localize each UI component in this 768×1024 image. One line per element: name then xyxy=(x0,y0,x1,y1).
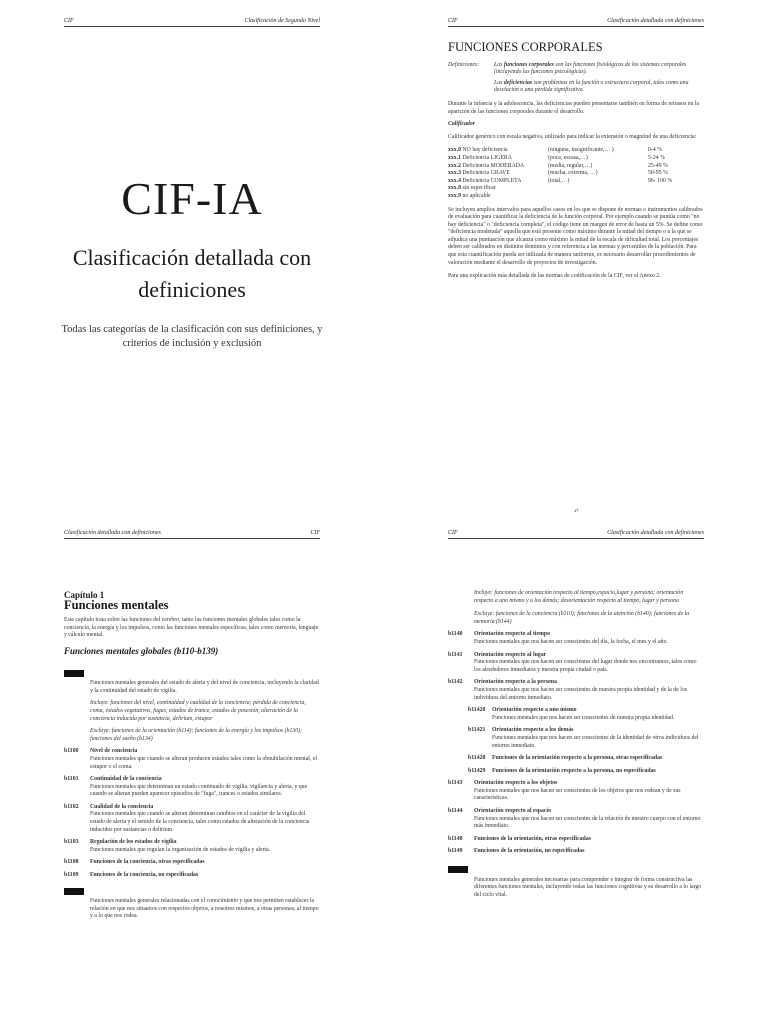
definitions xyxy=(448,62,704,95)
running-header xyxy=(448,18,704,27)
page-funciones-mentales xyxy=(0,512,384,1024)
entry-title: Orientación respecto a los objetos xyxy=(474,780,558,787)
qualifier-row xyxy=(448,155,704,163)
qualifier-desc: (media, regular,…) xyxy=(548,162,593,169)
code-entry xyxy=(448,679,704,702)
qualifier-label: Deficiencia COMPLETA xyxy=(461,177,522,184)
definition-1: Las funciones corporales son las funciones fisiológicas de los sistemas corporales (incluyendo las funciones psicológicas). xyxy=(494,61,687,76)
code-bar xyxy=(448,866,468,873)
section-heading: Funciones mentales globales (b110-b139) xyxy=(64,645,219,656)
qualifier-code: xxx.0 xyxy=(448,147,462,154)
entry-code: b11420 xyxy=(468,707,486,714)
chapter-intro: Este capítulo trata sobre las funciones del cerebro, tanto las funciones mentales globales tales como la conciencia, la energía y los impulsos, como las funciones mentales específicas, tales como memoria, lenguaje y cálculo mental. xyxy=(64,617,319,639)
entry-title: Orientación respecto al tiempo xyxy=(474,631,551,638)
qualifier-row xyxy=(448,163,704,171)
entry-text: Funciones mentales que determinan un estado continuado de vigilia, vigilancia y alerta, y que cuando se alteran pueden aparecer episodios de "fuga", trances o estados similares. xyxy=(90,783,308,798)
qualifier-label: sin especificar xyxy=(461,185,496,192)
running-header xyxy=(64,530,320,539)
entry-code: b1141 xyxy=(448,651,463,658)
entry-text: Funciones mentales que nos hacen ser conscientes de los objetos que nos rodean y de sus características. xyxy=(474,787,681,802)
header-left: CIF xyxy=(448,18,458,24)
qualifier-code: xxx.9 xyxy=(448,192,462,199)
header-right: CIF xyxy=(310,530,320,536)
qualifier-range: 96- 100 % xyxy=(648,177,673,184)
code-entry xyxy=(64,872,320,880)
definition: Funciones mentales generales necesarias para comprender e integrar de forma constructiva las diferentes funciones mentales, incluyendo todas las funciones cognitivas y su desarrollo a lo largo del ciclo vital. xyxy=(474,876,702,898)
entry-list xyxy=(64,748,320,879)
qualifier-code: xxx.2 xyxy=(448,162,462,169)
entry-text: Funciones mentales que nos hacen ser conscientes del lugar donde nos encontramos, tales como los alrededores inmediatos y nuestra propia ciudad o país. xyxy=(474,659,697,673)
header-right: Clasificación detallada con definiciones xyxy=(607,530,704,536)
entry-code: b1101 xyxy=(64,776,79,783)
chapter-title: Funciones mentales xyxy=(64,597,169,612)
entry-title: Cualidad de la conciencia xyxy=(90,803,154,810)
paragraph: Se incluyen amplios intervalos para aquellos casos en los que se dispone de normas o instrumentos calibrados de evaluación para cuantificar la deficiencia de la función corporal. Por ejemplo cuando se puntúa como "no hay deficiencia" o "deficiencia completa", el código tiene un margen de error de hasta un 5%. Se define como "deficiencia moderada" aquella que está presente como máximo durante la mitad del tiempo o a la que se adjudica una puntuación que alcanza como máximo la mitad de la escala de dificultad total. Los porcentajes deben ser calibrados en distintos dominios y con referencia a las normas y percentiles de la población. Para que esta cuantificación pueda ser utilizada de manera uniforme, es necesario desarrollar procedimientos de valoración mediante el desarrollo de proyectos de investigación. xyxy=(448,206,703,266)
definition-2: Las deficiencias son problemas en la función o estructura corporal, tales como una desviación o una pérdida significativa. xyxy=(494,79,689,94)
entry-code: b1144 xyxy=(448,808,463,815)
entry-title: Orientación respecto al lugar xyxy=(474,651,547,658)
page-body xyxy=(448,590,704,899)
code-entry xyxy=(448,652,704,675)
chapter-label: Capítulo 1 xyxy=(64,590,105,600)
code-entry xyxy=(64,859,320,867)
page-body xyxy=(448,40,704,281)
code-entry xyxy=(448,631,704,646)
qualifier-row xyxy=(448,185,704,193)
entry-code: b1142 xyxy=(448,679,463,686)
entry-text: Funciones mentales que nos hacen ser conscientes de la relación de nuestro cuerpo con el entorno más inmediato. xyxy=(474,815,701,830)
qualifier-desc: (ninguna, insignificante,… ) xyxy=(548,147,614,154)
entry-text: Funciones mentales que nos hacen ser conscientes de nuestra propia identidad y de la de los individuos del entorno inmediato. xyxy=(474,686,687,701)
code-entry xyxy=(448,780,704,803)
entry-code: b1109 xyxy=(64,872,79,879)
definition: Funciones mentales generales del estado de alerta y del nivel de conciencia, incluyendo la claridad y la continuidad del estado de vigilia. xyxy=(90,680,319,694)
entry-text: Funciones mentales que nos hacen ser conscientes de la identidad de otros individuos del entorno inmediato. xyxy=(492,734,699,749)
excludes: Excluye: funciones de la conciencia (b110); funciones de la atención (b140); funciones de la memoria (b144) xyxy=(474,611,690,625)
code-bar xyxy=(64,888,84,895)
paragraph: Durante la infancia y la adolescencia, las deficiencias pueden presentarse también en forma de retrasos en la aparición de las funciones corporales durante el desarrollo. xyxy=(448,100,699,115)
qualifier-desc xyxy=(548,185,648,193)
entry-list xyxy=(448,631,704,856)
qualifier-row xyxy=(448,170,704,178)
entry-title: Funciones de la conciencia, otras especificadas xyxy=(90,859,205,866)
entry-title: Orientación respecto a la persona xyxy=(474,679,557,686)
qualifier-label: Deficiencia LIGERA xyxy=(461,154,512,161)
b110-block xyxy=(64,670,320,880)
entry-code: b1140 xyxy=(448,631,463,638)
code-entry xyxy=(448,768,704,776)
header-left: Clasificación detallada con definiciones xyxy=(64,530,161,536)
b114-block xyxy=(64,888,320,921)
code-entry xyxy=(448,836,704,844)
includes: Incluye: funciones del nivel, continuidad y cualidad de la conciencia; pérdida de conciencia, coma, estados vegetativos, fugas, estados de trance, estados de posesión, alteración de la conciencia inducida por sustancia, delirium, estupor xyxy=(90,700,306,722)
entry-title: Orientación respecto al espacio xyxy=(474,808,552,815)
entry-title: Funciones de la orientación, otras especificadas xyxy=(474,835,591,842)
includes: Incluye: funciones de orientación respecto al tiempo,espacio,lugar y persona; orientación respecto a uno mismo y a los demás; desorientación respecto al tiempo, lugar y persona xyxy=(474,590,684,604)
entry-text: Funciones mentales que cuando se alteran determinan cambios en el carácter de la vigilia del estado de alerta y el sentido de la conciencia, tales como estados de alteración de la conciencia inducidos por sustancias o delirium. xyxy=(90,811,310,833)
definition: Funciones mentales generales relacionadas con el conocimiento y que nos permiten establecer la relación en que nos situamos con respectos objetos, a nosotros mismos, a otras personas, al tiempo y a lo que nos rodea. xyxy=(90,898,319,920)
qualifier-code: xxx.1 xyxy=(448,154,462,161)
code-entry xyxy=(64,804,320,834)
entry-code: b1148 xyxy=(448,835,463,842)
qualifier-row xyxy=(448,147,704,155)
entry-code: b1108 xyxy=(64,859,79,866)
qualifier-label: no aplicable xyxy=(461,192,491,199)
code-entry xyxy=(448,848,704,856)
header-left: CIF xyxy=(64,18,74,24)
qualifier-range: 5-24 % xyxy=(648,154,665,161)
entry-code: b1149 xyxy=(448,848,463,855)
entry-title: Nivel de conciencia xyxy=(90,748,138,755)
entry-title: Funciones de la conciencia, no especificadas xyxy=(90,872,199,879)
entry-code: b1143 xyxy=(448,780,463,787)
running-header xyxy=(448,530,704,539)
entry-text: Funciones mentales que regulan la organización de estados de vigilia y alerta. xyxy=(90,846,271,853)
entry-code: b11428 xyxy=(468,755,486,762)
page-orientacion xyxy=(384,512,768,1024)
qualifier-label: NO hay deficiencia xyxy=(461,147,508,154)
code-bar xyxy=(64,670,84,677)
code-entry xyxy=(448,755,704,763)
page-cover xyxy=(0,0,384,512)
code-entry xyxy=(448,808,704,831)
header-right: Clasificación detallada con definiciones xyxy=(607,18,704,24)
qualifier-desc: (total,…) xyxy=(548,177,570,184)
code-entry xyxy=(448,727,704,750)
code-entry xyxy=(64,839,320,854)
qualifier-range: 0-4 % xyxy=(648,147,663,154)
paragraph: Calificador genérico con escala negativa, utilizado para indicar la extensión o magnitud de una deficiencia: xyxy=(448,133,697,140)
entry-title: Funciones de la orientación respecto a la persona, no especificadas xyxy=(492,767,656,774)
code-entry xyxy=(64,776,320,799)
page-funciones-corporales xyxy=(384,0,768,512)
definitions-label: Definiciones: xyxy=(448,61,480,68)
code-entry xyxy=(64,748,320,771)
entry-title: Continuidad de la conciencia xyxy=(90,776,162,783)
qualifier-table xyxy=(448,147,704,200)
excludes: Excluye: funciones de la orientación (b114); funciones de la energía y los impulsos (b130); funciones del sueño (b134) xyxy=(90,728,303,742)
paragraph: Para una explicación más detallada de las normas de codificación de la CIF, ver el Anexo 2. xyxy=(448,273,661,280)
header-left: CIF xyxy=(448,530,458,536)
qualifier-desc: (poca, escasa,…) xyxy=(548,154,588,161)
entry-title: Funciones de la orientación, no especificadas xyxy=(474,848,585,855)
entry-title: Funciones de la orientación respecto a la persona, otras especificadas xyxy=(492,755,663,762)
header-right: Clasificación de Segundo Nivel xyxy=(244,18,320,24)
entry-title: Orientación respecto a los demás xyxy=(492,727,574,734)
qualifier-code: xxx.8 xyxy=(448,185,462,192)
qualifier-heading: Calificador xyxy=(448,121,476,128)
qualifier-desc: (mucha, extrema, …) xyxy=(548,170,598,177)
running-header xyxy=(64,18,320,27)
entry-code: b11421 xyxy=(468,727,486,734)
qualifier-row xyxy=(448,193,704,201)
qualifier-label: Deficiencia GRAVE xyxy=(461,170,510,177)
entry-code: b1103 xyxy=(64,839,79,846)
entry-text: Funciones mentales que nos hacen ser conscientes de nuestra propia identidad. xyxy=(492,714,675,721)
qualifier-code: xxx.4 xyxy=(448,177,462,184)
doc-subtitle: Clasificación detallada con definiciones xyxy=(72,245,312,302)
entry-title: Regulación de los estados de vigilia xyxy=(90,839,177,846)
doc-description: Todas las categorías de la clasificación con sus definiciones, y criterios de inclusión y exclusión xyxy=(61,324,323,349)
code-entry xyxy=(448,707,704,722)
entry-title: Orientación respecto a uno mismo xyxy=(492,707,577,714)
b117-block xyxy=(448,866,704,899)
entry-code: b1100 xyxy=(64,748,79,755)
qualifier-range: 50-95 % xyxy=(648,170,668,177)
entry-code: b1102 xyxy=(64,803,79,810)
qualifier-desc xyxy=(548,193,648,201)
entry-code: b11429 xyxy=(468,767,486,774)
entry-text: Funciones mentales que nos hacen ser conscientes del día, la fecha, el mes y el año. xyxy=(474,638,668,645)
page-body xyxy=(64,592,320,921)
qualifier-label: Deficiencia MODERADA xyxy=(461,162,525,169)
entry-text: Funciones mentales que cuando se alteran producen estados tales como la obnubilación mental, el estupor o el coma. xyxy=(90,755,317,770)
doc-title: CIF-IA xyxy=(121,173,263,224)
section-title: FUNCIONES CORPORALES xyxy=(448,40,603,54)
qualifier-code: xxx.3 xyxy=(448,170,462,177)
qualifier-range: 25-49 % xyxy=(648,162,668,169)
